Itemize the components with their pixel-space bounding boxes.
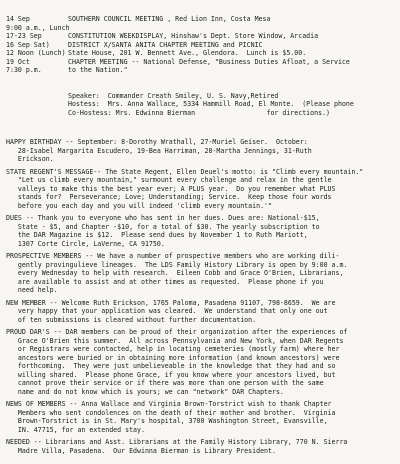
calendar-entry [6,15,394,24]
section-line: NEW MEMBER -- Welcome Ruth Erickson, 1765 Paloma, Pasadena 91107, 798-8659. We are [6,298,336,307]
section-line: cannot prove their service or if there was more than one person with the same [6,379,324,387]
section-line: are available to assist and at other times as requested. Please phone if you [6,277,324,286]
section-line: every Wednesday to help with research. Eileen Cobb and Grace O'Brien, Librarians, [6,269,344,277]
section-line: Erickson. [6,155,54,163]
section-line: Members who sent condolences on the death of their mother and brother. Virginia [6,408,336,417]
section-line: "Let us climb every mountain," surmount every challenge and relax in the gentle [6,176,332,184]
section-line: 1307 Corte Circle, LaVerne, CA 91750. [6,239,165,248]
section-line: ancestors were buried or in obtaining more information (and known ancestors) were [6,353,340,362]
newsletter-section [6,214,394,248]
section-line: HAPPY BIRTHDAY -- September: 8-Dorothy Wrathall, 27-Muriel Geiser. October: [6,138,308,146]
meeting-person-line: Hostess: Mrs. Anna Wallace, 5334 Hammill Road, El Monte. (Please phone [68,100,354,108]
section-line: PROUD DAR'S -- DAR members can be proud of their organization after the experiences of [6,328,348,336]
section-line: 28-Isabel Margarita Escudero, 19-Bea Harriman, 28-Martha Jennings, 31-Ruth [6,146,312,155]
section-line: willing shared. Please phone Grace, if you know where your ancestors lived, but [6,370,336,379]
newsletter-section [6,299,394,325]
calendar-entry [6,41,394,50]
calendar-event: DISTRICT X/SANTA ANITA CHAPTER MEETING and PICNIC [68,40,263,49]
section-line: or Registrars were contacted, help in locating cemeteries (mostly farm) where her [6,345,340,353]
section-line: STATE REGENT'S MESSAGE-- The State Regent, Ellen Deuel's motto: is "Climb every mountain." [6,167,364,176]
newsletter-section [6,438,394,455]
calendar-event: to the Nation." [68,66,128,74]
meeting-person-line: Co-Hostess: Mrs. Edwinna Bierman for directions.) [68,108,331,117]
calendar-event: CHAPTER MEETING -- National Defense, "Business Duties Afloat, a Service [68,57,350,66]
section-line: valleys to make this the best year ever; A PLUS year. Do you remember what PLUS [6,184,336,193]
section-line: Madre Villa, Pasadena. Our Edwinna Bierman is Library President. [6,446,276,455]
section-line: NEEDED -- Librarians and Asst. Librarians at the Family History Library, 770 N. Sierra [6,438,348,446]
calendar-entry [6,66,394,75]
section-line: PROSPECTIVE MEMBERS -- We have a number of prospective members who are working dili- [6,252,340,260]
section-line: forthcoming. They were just unbelieveable in the knowledge that they had and so [6,362,336,370]
calendar-event: CONSTITUTION WEEKDISPLAY, Hinshaw's Dept. Store Window, Arcadia [68,32,319,40]
calendar-entry [6,58,394,67]
section-line: before you each day and you will indeed 'climb every mountain.'" [6,201,272,210]
section-line: Brown-Torstrict is in St. Mary's hospital, 3700 Washington Street, Evansville, [6,417,328,425]
meeting-person-line: Speaker: Commander Creath Smiley, U. S. Navy,Retired [68,91,279,100]
calendar-event: State House, 201 W. Bennett Ave., Glendora. Lunch is $5.00. [68,49,307,57]
calendar-date: 19 Oct [6,57,30,66]
section-line: stands for? Perseverance; Love; Understanding; Service. Keep those four words [6,193,332,201]
calendar-entry [6,32,394,41]
section-line: of ten submissions is cleared without further documentation. [6,315,257,324]
newsletter-section [6,252,394,295]
calendar-date: 12 Noon (Lunch) [6,49,66,57]
newsletter-section [6,138,394,164]
calendar-entry [6,24,394,33]
calendar-date: 16 Sep Sat) [6,40,50,49]
newsletter-section [6,328,394,396]
calendar-event [68,24,394,33]
calendar-date: 17-23 Sep [6,32,42,40]
section-line: State - $5, and Chapter -$10, for a total of $30. The yearly subscription to [6,222,320,231]
calendar-date: 9:00 a.m., Lunch [6,23,70,32]
section-line: need help. [6,286,58,294]
calendar-date: 14 Sep [6,15,30,23]
meeting-people [6,92,394,118]
newsletter-sections [6,134,394,455]
section-line: IN. 47715, for an extended stay. [6,425,145,434]
calendar-event: SOUTHERN COUNCIL MEETING , Red Lion Inn, Costa Mesa [68,15,271,23]
section-line: the DAR Magazine is $12. Please send dues by November 1 to Ruth Mariott, [6,231,308,239]
newsletter-section [6,400,394,434]
section-line: gently provingulieve lineages. The LDS Family History Library is open by 9:00 a.m. [6,260,348,269]
section-line: very happy that your application was cleared. We understand that only one out [6,307,328,315]
calendar-list [6,15,394,75]
section-line: Grace O'Brien this summer. All across Pennsylvania and New York, when DAR Regents [6,336,344,345]
calendar-date: 7:30 p.m. [6,66,42,74]
calendar-entry [6,49,394,58]
section-line: DUES -- Thank you to everyone who has sent in her dues. Dues are: National-$15, [6,214,320,222]
newsletter-section [6,168,394,211]
section-line: name and do not know which is yours; we can "network" DAR Chapters. [6,387,284,396]
section-line: NEWS OF MEMBERS -- Anna Wallace and Virginia Brown-Torstrict wish to thank Chapter [6,400,332,408]
